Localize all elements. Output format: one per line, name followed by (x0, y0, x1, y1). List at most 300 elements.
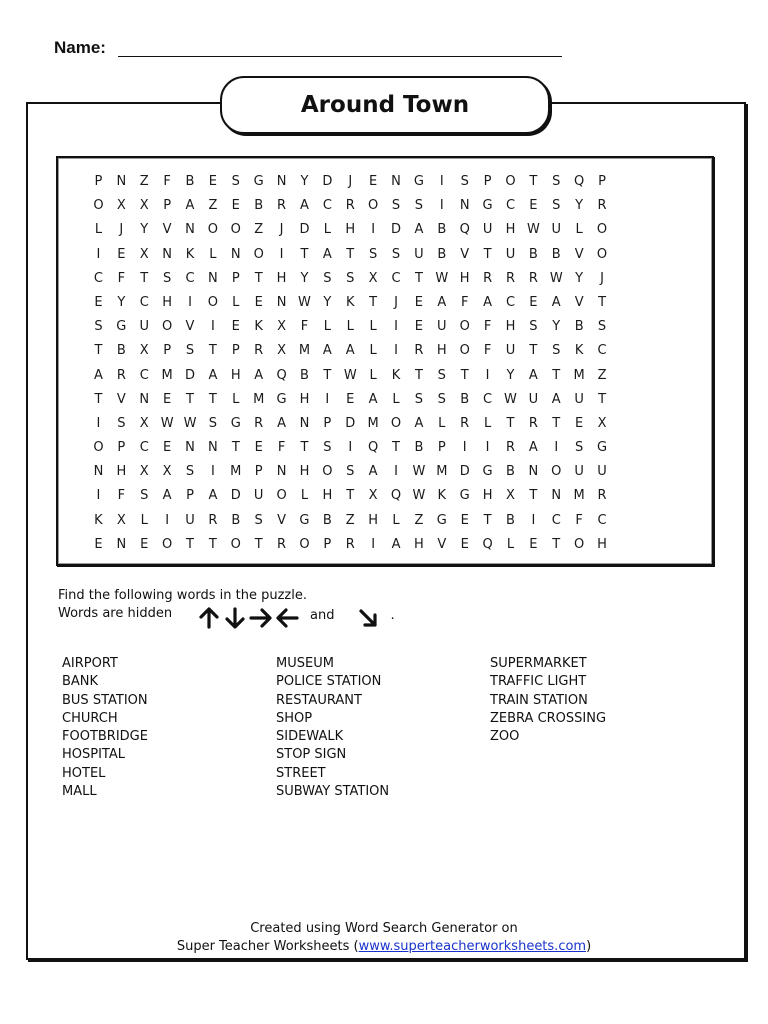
puzzle-letter: K (254, 319, 263, 335)
puzzle-letter: L (94, 222, 103, 238)
puzzle-letter: O (230, 222, 241, 238)
puzzle-letter: G (482, 198, 493, 214)
puzzle-letter: T (460, 367, 469, 383)
word-item: FOOTBRIDGE (62, 729, 148, 745)
puzzle-letter: L (438, 415, 446, 431)
puzzle-letter: T (94, 391, 103, 407)
puzzle-letter: U (528, 391, 539, 407)
word-item: SUPERMARKET (490, 656, 587, 671)
puzzle-letter: I (210, 319, 215, 335)
puzzle-letter: Z (414, 512, 424, 528)
puzzle-letter: F (300, 319, 309, 335)
word-item: TRAFFIC LIGHT (490, 674, 587, 690)
instructions-line1: Find the following words in the puzzle. (58, 588, 307, 603)
puzzle-letter: G (116, 319, 127, 335)
puzzle-letter: R (505, 270, 515, 286)
puzzle-letter: I (485, 367, 490, 383)
puzzle-letter: E (460, 536, 469, 552)
puzzle-letter: R (505, 440, 515, 456)
puzzle-letter: X (139, 343, 149, 359)
word-item: HOSPITAL (62, 747, 126, 763)
puzzle-letter: G (459, 488, 470, 504)
puzzle-letter: C (597, 512, 607, 528)
puzzle-letter: B (116, 343, 126, 359)
puzzle-letter: N (93, 464, 104, 480)
puzzle-letter: M (253, 391, 265, 407)
puzzle-letter: L (346, 319, 354, 335)
word-item: ZOO (490, 729, 520, 745)
puzzle-letter: U (139, 319, 149, 335)
page-title: Around Town (220, 76, 550, 134)
puzzle-letter: J (600, 270, 604, 286)
puzzle-letter: L (323, 319, 331, 335)
puzzle-letter: L (483, 415, 492, 431)
puzzle-letter: V (437, 536, 447, 552)
puzzle-letter: A (551, 294, 561, 310)
puzzle-letter: M (298, 343, 311, 359)
puzzle-letter: I (485, 440, 490, 456)
puzzle-letter: L (369, 319, 377, 335)
puzzle-letter: O (162, 536, 173, 552)
puzzle-letter: C (483, 391, 493, 407)
name-row (54, 38, 574, 62)
puzzle-letter: A (93, 367, 103, 383)
puzzle-letter: I (210, 464, 215, 480)
puzzle-letter: T (94, 343, 103, 359)
puzzle-letter: Y (117, 294, 126, 310)
puzzle-letter: W (526, 222, 540, 238)
puzzle-letter: Y (552, 319, 561, 335)
word-item: SHOP (276, 710, 313, 726)
puzzle-letter: S (391, 246, 401, 262)
puzzle-letter: Y (140, 222, 149, 238)
puzzle-letter: X (116, 512, 126, 528)
puzzle-letter: B (414, 440, 424, 456)
puzzle-letter: S (185, 343, 195, 359)
puzzle-letter: U (482, 222, 493, 238)
puzzle-letter: X (139, 198, 149, 214)
puzzle-letter: P (598, 174, 606, 189)
puzzle-letter: I (188, 294, 192, 310)
puzzle-letter: E (529, 536, 538, 552)
puzzle-letter: T (208, 536, 217, 552)
puzzle-letter: B (322, 512, 332, 528)
puzzle-letter: H (299, 391, 310, 407)
puzzle-letter: R (460, 415, 470, 431)
puzzle-letter: G (413, 174, 424, 189)
puzzle-letter: I (96, 246, 101, 262)
puzzle-letter: G (436, 512, 447, 528)
puzzle-letter: S (208, 415, 218, 431)
puzzle-letter: T (529, 174, 538, 189)
puzzle-letter: J (394, 294, 398, 310)
website-link[interactable]: www.superteacherworksheets.com (358, 939, 587, 954)
puzzle-letter: Z (254, 222, 264, 238)
puzzle-letter: H (597, 536, 607, 552)
puzzle-letter: I (439, 198, 444, 214)
puzzle-letter: R (208, 512, 218, 528)
puzzle-letter: I (279, 246, 284, 262)
puzzle-letter: B (506, 464, 515, 480)
puzzle-letter: I (371, 222, 376, 238)
puzzle-letter: Q (482, 536, 493, 552)
puzzle-letter: T (323, 367, 332, 383)
puzzle-letter: J (119, 222, 124, 238)
puzzle-letter: B (437, 246, 447, 262)
puzzle-letter: U (574, 391, 584, 407)
puzzle-letter: V (277, 512, 287, 528)
puzzle-letter: A (300, 198, 309, 214)
puzzle-letter: P (323, 415, 332, 431)
puzzle-letter: U (505, 246, 516, 262)
puzzle-letter: Y (323, 294, 332, 310)
puzzle-letter: A (368, 391, 378, 407)
word-item: STOP SIGN (276, 747, 347, 763)
puzzle-letter: L (506, 536, 515, 552)
puzzle-letter: Y (506, 367, 515, 383)
puzzle-letter: C (93, 270, 103, 286)
puzzle-letter: O (207, 222, 219, 238)
puzzle-letter: H (482, 488, 493, 504)
puzzle-letter: A (208, 367, 218, 383)
puzzle-letter: E (414, 319, 424, 335)
puzzle-letter: U (185, 512, 195, 528)
footer-line2 (26, 938, 742, 956)
puzzle-letter: N (276, 464, 287, 480)
word-item: RESTAURANT (276, 692, 362, 708)
puzzle-letter: Z (139, 174, 149, 189)
puzzle-letter: I (325, 391, 330, 407)
puzzle-letter: S (414, 198, 424, 214)
puzzle-letter: T (598, 391, 607, 407)
puzzle-letter: F (163, 174, 171, 189)
puzzle-letter: A (277, 415, 287, 431)
word-item: MALL (62, 784, 97, 800)
up-arrow-icon (196, 606, 222, 630)
name-line[interactable] (118, 56, 562, 57)
puzzle-letter: S (346, 270, 355, 286)
puzzle-letter: W (412, 488, 426, 504)
puzzle-letter: L (232, 391, 240, 407)
puzzle-letter: U (597, 464, 607, 480)
puzzle-letter: N (208, 270, 218, 286)
puzzle-letter: C (322, 198, 332, 214)
puzzle-letter: L (232, 294, 240, 310)
puzzle-letter: T (254, 536, 263, 552)
down-right-arrow-icon (356, 606, 382, 630)
puzzle-letter: T (208, 391, 217, 407)
word-item: STREET (276, 765, 326, 781)
puzzle-letter: S (552, 198, 561, 214)
puzzle-letter: H (345, 222, 356, 238)
puzzle-letter: S (140, 488, 149, 504)
puzzle-letter: H (505, 319, 516, 335)
puzzle-letter: T (346, 488, 355, 504)
puzzle-letter: A (391, 536, 401, 552)
puzzle-letter: R (414, 343, 424, 359)
puzzle-letter: S (575, 440, 584, 456)
word-item: BANK (62, 674, 99, 690)
puzzle-letter: D (391, 222, 402, 238)
puzzle-letter: D (299, 222, 310, 238)
puzzle-letter: Y (300, 174, 309, 189)
puzzle-letter: F (460, 294, 469, 310)
puzzle-letter: T (186, 536, 194, 552)
puzzle-letter: R (483, 270, 493, 286)
puzzle-letter: T (414, 270, 423, 286)
puzzle-letter: A (208, 488, 218, 504)
puzzle-letter: E (231, 198, 240, 214)
puzzle-letter: E (346, 391, 355, 407)
puzzle-letter: A (185, 198, 195, 214)
puzzle-letter: N (391, 174, 401, 189)
puzzle-letter: G (482, 464, 493, 480)
puzzle-letter: T (346, 246, 355, 262)
puzzle-letter: T (300, 440, 309, 456)
puzzle-letter: A (368, 464, 378, 480)
word-item: HOTEL (62, 765, 106, 781)
puzzle-letter: E (529, 198, 538, 214)
puzzle-letter: M (367, 415, 379, 431)
puzzle-letter: E (414, 294, 424, 310)
puzzle-letter: E (254, 294, 263, 310)
puzzle-letter: F (117, 488, 126, 504)
puzzle-letter: Q (276, 367, 287, 383)
word-item: TRAIN STATION (490, 692, 588, 708)
puzzle-letter: L (323, 222, 331, 238)
puzzle-letter: R (254, 415, 264, 431)
puzzle-letter: S (369, 246, 378, 262)
puzzle-letter: N (162, 246, 172, 262)
puzzle-letter: L (575, 222, 583, 238)
puzzle-letter: L (392, 391, 400, 407)
puzzle-letter: I (394, 464, 398, 480)
puzzle-letter: A (551, 391, 561, 407)
puzzle-letter: J (348, 174, 353, 189)
puzzle-letter: I (554, 440, 559, 456)
puzzle-letter: I (531, 512, 536, 528)
puzzle-letter: T (552, 367, 561, 383)
puzzle-letter: X (162, 464, 172, 480)
puzzle-letter: M (230, 464, 242, 480)
puzzle-letter: D (345, 415, 356, 431)
puzzle-letter: T (598, 294, 607, 310)
puzzle-letter: W (412, 464, 426, 480)
puzzle-letter: O (551, 464, 562, 480)
puzzle-letter: N (276, 294, 287, 310)
puzzle-letter: S (391, 198, 401, 214)
puzzle-letter: V (185, 319, 195, 335)
puzzle-letter: S (414, 391, 424, 407)
puzzle-letter: K (437, 488, 447, 504)
puzzle-letter: H (414, 536, 424, 552)
puzzle-letter: P (117, 440, 126, 456)
puzzle-letter: O (322, 464, 333, 480)
puzzle-letter: F (483, 343, 492, 359)
puzzle-letter: N (139, 391, 150, 407)
puzzle-letter: P (186, 488, 194, 504)
puzzle-letter: I (348, 440, 353, 456)
puzzle-letter: P (254, 464, 263, 480)
puzzle-letter: Y (300, 270, 309, 286)
puzzle-letter: H (230, 367, 241, 383)
puzzle-letter: X (506, 488, 515, 504)
puzzle-letter: E (254, 440, 263, 456)
word-list-column-3 (490, 655, 606, 746)
puzzle-letter: O (299, 536, 310, 552)
puzzle-letter: R (345, 536, 355, 552)
puzzle-letter: I (394, 319, 398, 335)
footer (26, 920, 742, 956)
puzzle-letter: K (94, 512, 103, 528)
puzzle-letter: Z (208, 198, 218, 214)
puzzle-letter: G (276, 391, 287, 407)
puzzle-letter: X (597, 415, 607, 431)
puzzle-letter: W (160, 415, 174, 431)
puzzle-letter: T (506, 415, 515, 431)
period: . (390, 607, 395, 623)
puzzle-letter: E (94, 536, 103, 552)
puzzle-letter: B (254, 198, 264, 214)
puzzle-letter: S (323, 270, 332, 286)
puzzle-letter: P (231, 343, 240, 359)
puzzle-letter: G (597, 440, 608, 456)
puzzle-letter: I (439, 174, 444, 189)
puzzle-letter: O (459, 319, 470, 335)
puzzle-letter: R (254, 343, 264, 359)
puzzle-letter: F (483, 319, 492, 335)
puzzle-letter: O (276, 488, 287, 504)
puzzle-letter: H (116, 464, 127, 480)
puzzle-letter: O (93, 440, 104, 456)
word-item: CHURCH (62, 710, 118, 726)
puzzle-letter: O (207, 294, 219, 310)
puzzle-letter: E (94, 294, 103, 310)
word-item: ZEBRA CROSSING (490, 710, 607, 726)
puzzle-letter: T (552, 536, 561, 552)
puzzle-letter: Z (345, 512, 355, 528)
puzzle-letter: N (551, 488, 562, 504)
puzzle-letter: N (185, 222, 195, 238)
puzzle-letter: T (483, 246, 492, 262)
puzzle-letter: S (597, 319, 607, 335)
puzzle-letter: V (460, 246, 470, 262)
puzzle-letter: A (254, 367, 264, 383)
puzzle-letter: O (596, 222, 608, 238)
puzzle-letter: L (369, 343, 377, 359)
puzzle-letter: H (436, 343, 447, 359)
puzzle-letter: K (345, 294, 355, 310)
puzzle-letter: T (552, 415, 561, 431)
puzzle-letter: S (529, 319, 538, 335)
word-item: POLICE STATION (276, 674, 382, 690)
puzzle-letter: U (414, 246, 424, 262)
puzzle-letter: X (277, 343, 287, 359)
puzzle-letter: E (208, 174, 217, 189)
puzzle-letter: V (574, 246, 584, 262)
puzzle-letter: O (390, 415, 402, 431)
footer-line1: Created using Word Search Generator on (250, 921, 518, 936)
puzzle-letter: B (300, 367, 309, 383)
puzzle-letter: O (505, 174, 516, 189)
puzzle-letter: B (528, 246, 538, 262)
puzzle-letter: R (528, 270, 538, 286)
puzzle-letter: V (116, 391, 126, 407)
puzzle-letter: H (162, 294, 172, 310)
puzzle-letter: P (231, 270, 240, 286)
puzzle-letter: L (140, 512, 148, 528)
puzzle-letter: N (230, 246, 241, 262)
puzzle-letter: T (300, 246, 309, 262)
puzzle-letter: W (435, 270, 449, 286)
puzzle-letter: I (165, 512, 170, 528)
puzzle-letter: Q (390, 488, 402, 504)
puzzle-letter: P (163, 343, 172, 359)
puzzle-letter: H (299, 464, 310, 480)
puzzle-letter: S (460, 174, 469, 189)
puzzle-letter: F (117, 270, 126, 286)
puzzle-letter: V (574, 294, 584, 310)
puzzle-letter: S (346, 464, 355, 480)
puzzle-letter: T (186, 391, 194, 407)
puzzle-letter: E (529, 294, 538, 310)
puzzle-letter: F (277, 440, 286, 456)
puzzle-letter: T (369, 294, 378, 310)
puzzle-letter: M (161, 367, 173, 383)
right-arrow-icon (248, 606, 274, 630)
puzzle-letter: T (529, 488, 538, 504)
puzzle-letter: W (183, 415, 197, 431)
puzzle-letter: S (94, 319, 103, 335)
puzzle-letter: G (230, 415, 241, 431)
puzzle-letter: H (276, 270, 287, 286)
puzzle-letter: P (437, 440, 446, 456)
puzzle-letter: M (573, 367, 585, 383)
puzzle-letter: A (414, 222, 424, 238)
puzzle-letter: X (116, 198, 126, 214)
puzzle-letter: O (253, 246, 264, 262)
puzzle-letter: P (483, 174, 492, 189)
puzzle-letter: J (279, 222, 284, 238)
puzzle-letter: U (253, 488, 264, 504)
word-item: SUBWAY STATION (276, 784, 390, 800)
puzzle-letter: A (483, 294, 493, 310)
puzzle-letter: A (322, 343, 332, 359)
puzzle-letter: O (93, 198, 104, 214)
puzzle-letter: C (139, 367, 149, 383)
puzzle-letter: B (551, 246, 561, 262)
puzzle-letter: A (437, 294, 447, 310)
puzzle-letter: S (231, 174, 240, 189)
puzzle-letter: U (551, 222, 562, 238)
puzzle-letter: Q (459, 222, 470, 238)
puzzle-letter: S (552, 174, 561, 189)
puzzle-letter: M (573, 488, 585, 504)
puzzle-letter: H (505, 222, 516, 238)
word-item: BUS STATION (62, 692, 148, 708)
puzzle-letter: R (277, 536, 287, 552)
puzzle-letter: N (208, 440, 218, 456)
puzzle-letter: E (369, 174, 378, 189)
puzzle-letter: C (139, 440, 149, 456)
puzzle-letter: I (96, 415, 101, 431)
puzzle-letter: O (368, 198, 379, 214)
puzzle-letter: B (231, 512, 241, 528)
puzzle-letter: G (253, 174, 264, 189)
puzzle-letter: C (505, 198, 516, 214)
puzzle-letter: B (506, 512, 515, 528)
puzzle-letter: L (392, 512, 400, 528)
